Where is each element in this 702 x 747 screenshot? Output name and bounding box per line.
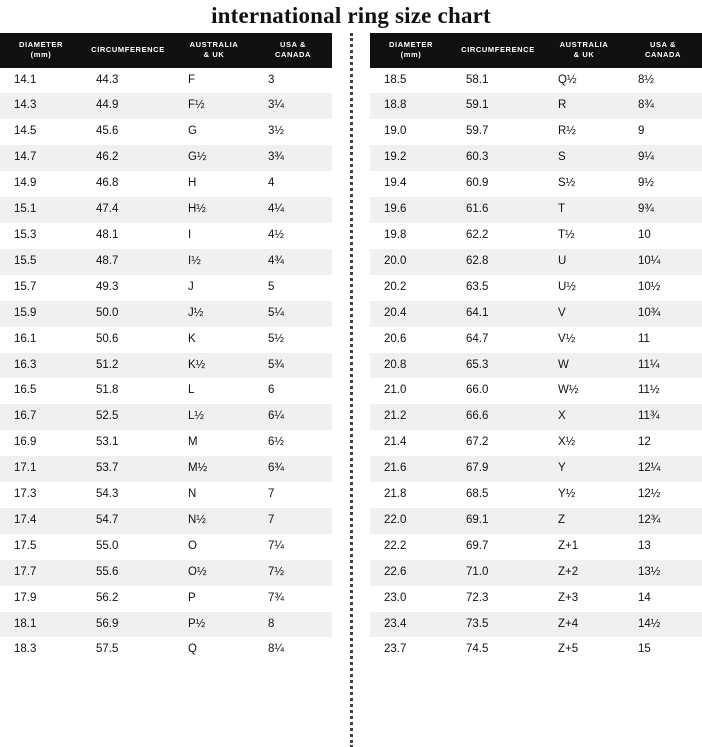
- cell-australia-uk: Y: [544, 456, 624, 482]
- table-header-right: [370, 33, 702, 67]
- cell-australia-uk: Z+2: [544, 560, 624, 586]
- cell-circumference: 44.3: [82, 68, 174, 94]
- header-line1: DIAMETER: [19, 40, 63, 50]
- cell-circumference: 59.1: [452, 93, 544, 119]
- cell-usa-canada: 8½: [624, 68, 702, 94]
- cell-diameter: 22.2: [370, 534, 452, 560]
- table-row: [370, 612, 702, 638]
- cell-australia-uk: L½: [174, 404, 254, 430]
- cell-diameter: 18.1: [0, 612, 82, 638]
- cell-australia-uk: W: [544, 353, 624, 379]
- column-header-diameter: [0, 33, 82, 67]
- table-row: [0, 508, 332, 534]
- cell-circumference: 53.1: [82, 430, 174, 456]
- cell-diameter: 16.1: [0, 327, 82, 353]
- cell-circumference: 57.5: [82, 637, 174, 663]
- cell-usa-canada: 7: [254, 508, 332, 534]
- cell-australia-uk: G½: [174, 145, 254, 171]
- table-row: [370, 586, 702, 612]
- cell-australia-uk: Z+5: [544, 637, 624, 663]
- table-body-left: [0, 68, 332, 664]
- cell-usa-canada: 10¼: [624, 249, 702, 275]
- page-title: international ring size chart: [211, 3, 491, 28]
- header-line2: (mm): [400, 50, 422, 60]
- cell-circumference: 64.7: [452, 327, 544, 353]
- cell-australia-uk: W½: [544, 378, 624, 404]
- cell-diameter: 21.2: [370, 404, 452, 430]
- cell-circumference: 72.3: [452, 586, 544, 612]
- cell-circumference: 60.9: [452, 171, 544, 197]
- header-line2: CANADA: [644, 50, 682, 60]
- cell-australia-uk: S: [544, 145, 624, 171]
- table-row: [0, 482, 332, 508]
- cell-australia-uk: U: [544, 249, 624, 275]
- cell-usa-canada: 10: [624, 223, 702, 249]
- cell-usa-canada: 7½: [254, 560, 332, 586]
- cell-circumference: 63.5: [452, 275, 544, 301]
- cell-usa-canada: 9½: [624, 171, 702, 197]
- table-row: [370, 534, 702, 560]
- cell-usa-canada: 14½: [624, 612, 702, 638]
- cell-australia-uk: S½: [544, 171, 624, 197]
- cell-circumference: 51.2: [82, 353, 174, 379]
- cell-diameter: 14.1: [0, 68, 82, 94]
- column-header-australia-uk: [544, 33, 624, 67]
- cell-diameter: 14.3: [0, 93, 82, 119]
- table-row: [370, 171, 702, 197]
- cell-diameter: 15.3: [0, 223, 82, 249]
- cell-circumference: 44.9: [82, 93, 174, 119]
- cell-diameter: 20.0: [370, 249, 452, 275]
- cell-australia-uk: K½: [174, 353, 254, 379]
- table-row: [370, 508, 702, 534]
- table-row: [0, 456, 332, 482]
- cell-usa-canada: 9: [624, 119, 702, 145]
- cell-circumference: 67.2: [452, 430, 544, 456]
- table-row: [0, 171, 332, 197]
- cell-usa-canada: 3: [254, 68, 332, 94]
- header-line1: AUSTRALIA: [189, 40, 239, 50]
- table-body-right: [370, 68, 702, 664]
- cell-circumference: 51.8: [82, 378, 174, 404]
- cell-diameter: 16.9: [0, 430, 82, 456]
- cell-diameter: 17.7: [0, 560, 82, 586]
- cell-australia-uk: X½: [544, 430, 624, 456]
- cell-circumference: 48.7: [82, 249, 174, 275]
- cell-circumference: 69.7: [452, 534, 544, 560]
- table-row: [370, 249, 702, 275]
- cell-usa-canada: 6¼: [254, 404, 332, 430]
- cell-australia-uk: P: [174, 586, 254, 612]
- cell-diameter: 19.0: [370, 119, 452, 145]
- cell-circumference: 73.5: [452, 612, 544, 638]
- cell-australia-uk: Q: [174, 637, 254, 663]
- table-row: [0, 378, 332, 404]
- cell-circumference: 65.3: [452, 353, 544, 379]
- cell-usa-canada: 11: [624, 327, 702, 353]
- cell-usa-canada: 11½: [624, 378, 702, 404]
- cell-circumference: 56.9: [82, 612, 174, 638]
- cell-diameter: 23.7: [370, 637, 452, 663]
- cell-usa-canada: 8¾: [624, 93, 702, 119]
- column-header-circumference: [452, 33, 544, 67]
- cell-diameter: 18.5: [370, 68, 452, 94]
- cell-australia-uk: Q½: [544, 68, 624, 94]
- cell-australia-uk: X: [544, 404, 624, 430]
- cell-diameter: 21.0: [370, 378, 452, 404]
- header-line1: DIAMETER: [389, 40, 433, 50]
- table-row: [370, 560, 702, 586]
- cell-diameter: 15.9: [0, 301, 82, 327]
- cell-usa-canada: 4¾: [254, 249, 332, 275]
- cell-diameter: 17.3: [0, 482, 82, 508]
- cell-australia-uk: K: [174, 327, 254, 353]
- cell-usa-canada: 8¼: [254, 637, 332, 663]
- table-row: [0, 534, 332, 560]
- cell-circumference: 54.7: [82, 508, 174, 534]
- header-line2: & UK: [203, 50, 225, 60]
- header-line1: CIRCUMFERENCE: [91, 45, 165, 55]
- cell-australia-uk: H: [174, 171, 254, 197]
- cell-usa-canada: 12½: [624, 482, 702, 508]
- cell-circumference: 56.2: [82, 586, 174, 612]
- cell-usa-canada: 3¼: [254, 93, 332, 119]
- cell-circumference: 48.1: [82, 223, 174, 249]
- cell-australia-uk: U½: [544, 275, 624, 301]
- cell-circumference: 66.6: [452, 404, 544, 430]
- table-header-left: [0, 33, 332, 67]
- cell-australia-uk: I: [174, 223, 254, 249]
- cell-diameter: 15.7: [0, 275, 82, 301]
- vertical-dotted-divider: [332, 33, 370, 747]
- cell-usa-canada: 14: [624, 586, 702, 612]
- cell-circumference: 47.4: [82, 197, 174, 223]
- cell-australia-uk: Z+4: [544, 612, 624, 638]
- cell-circumference: 50.6: [82, 327, 174, 353]
- ring-size-table-right: [370, 33, 702, 663]
- tables-container: [0, 33, 702, 747]
- table-row: [370, 68, 702, 94]
- cell-usa-canada: 5¼: [254, 301, 332, 327]
- right-table-wrapper: [370, 33, 702, 663]
- cell-diameter: 23.0: [370, 586, 452, 612]
- cell-diameter: 16.5: [0, 378, 82, 404]
- table-row: [370, 482, 702, 508]
- divider-line: [350, 33, 353, 747]
- cell-australia-uk: L: [174, 378, 254, 404]
- cell-australia-uk: M: [174, 430, 254, 456]
- table-row: [0, 301, 332, 327]
- cell-diameter: 14.9: [0, 171, 82, 197]
- cell-australia-uk: F½: [174, 93, 254, 119]
- table-row: [0, 637, 332, 663]
- table-row: [370, 327, 702, 353]
- cell-circumference: 61.6: [452, 197, 544, 223]
- cell-usa-canada: 6½: [254, 430, 332, 456]
- table-row: [370, 378, 702, 404]
- left-table-wrapper: [0, 33, 332, 663]
- cell-diameter: 17.9: [0, 586, 82, 612]
- header-line2: CANADA: [274, 50, 312, 60]
- header-line2: (mm): [30, 50, 52, 60]
- header-line1: USA &: [279, 40, 307, 50]
- cell-circumference: 74.5: [452, 637, 544, 663]
- cell-circumference: 55.6: [82, 560, 174, 586]
- table-row: [0, 93, 332, 119]
- cell-diameter: 16.7: [0, 404, 82, 430]
- table-row: [370, 93, 702, 119]
- cell-diameter: 18.8: [370, 93, 452, 119]
- table-row: [370, 119, 702, 145]
- cell-diameter: 19.8: [370, 223, 452, 249]
- cell-diameter: 17.5: [0, 534, 82, 560]
- header-line1: CIRCUMFERENCE: [461, 45, 535, 55]
- cell-circumference: 45.6: [82, 119, 174, 145]
- cell-australia-uk: Z+1: [544, 534, 624, 560]
- column-header-usa-canada: [624, 33, 702, 67]
- cell-australia-uk: G: [174, 119, 254, 145]
- cell-usa-canada: 13½: [624, 560, 702, 586]
- cell-circumference: 49.3: [82, 275, 174, 301]
- cell-diameter: 15.1: [0, 197, 82, 223]
- cell-usa-canada: 4¼: [254, 197, 332, 223]
- cell-usa-canada: 5¾: [254, 353, 332, 379]
- cell-australia-uk: F: [174, 68, 254, 94]
- cell-usa-canada: 5: [254, 275, 332, 301]
- cell-circumference: 46.2: [82, 145, 174, 171]
- table-row: [0, 249, 332, 275]
- cell-diameter: 18.3: [0, 637, 82, 663]
- cell-usa-canada: 12: [624, 430, 702, 456]
- column-header-circumference: [82, 33, 174, 67]
- cell-circumference: 59.7: [452, 119, 544, 145]
- table-row: [0, 327, 332, 353]
- cell-circumference: 62.8: [452, 249, 544, 275]
- cell-australia-uk: I½: [174, 249, 254, 275]
- cell-australia-uk: J: [174, 275, 254, 301]
- cell-usa-canada: 9¼: [624, 145, 702, 171]
- table-row: [370, 353, 702, 379]
- cell-australia-uk: Y½: [544, 482, 624, 508]
- cell-circumference: 69.1: [452, 508, 544, 534]
- cell-usa-canada: 6: [254, 378, 332, 404]
- cell-usa-canada: 7: [254, 482, 332, 508]
- cell-diameter: 19.4: [370, 171, 452, 197]
- table-row: [0, 145, 332, 171]
- cell-diameter: 19.6: [370, 197, 452, 223]
- cell-australia-uk: T: [544, 197, 624, 223]
- cell-diameter: 16.3: [0, 353, 82, 379]
- table-row: [0, 612, 332, 638]
- table-row: [370, 637, 702, 663]
- cell-australia-uk: Z+3: [544, 586, 624, 612]
- cell-diameter: 20.6: [370, 327, 452, 353]
- cell-diameter: 23.4: [370, 612, 452, 638]
- table-row: [370, 223, 702, 249]
- ring-size-table-left: [0, 33, 332, 663]
- column-header-diameter: [370, 33, 452, 67]
- cell-circumference: 64.1: [452, 301, 544, 327]
- header-line1: USA &: [649, 40, 677, 50]
- cell-usa-canada: 9¾: [624, 197, 702, 223]
- table-row: [370, 430, 702, 456]
- cell-circumference: 71.0: [452, 560, 544, 586]
- cell-usa-canada: 11¾: [624, 404, 702, 430]
- cell-circumference: 62.2: [452, 223, 544, 249]
- table-row: [0, 586, 332, 612]
- cell-australia-uk: V½: [544, 327, 624, 353]
- cell-australia-uk: P½: [174, 612, 254, 638]
- cell-usa-canada: 12¾: [624, 508, 702, 534]
- cell-usa-canada: 12¼: [624, 456, 702, 482]
- cell-diameter: 21.6: [370, 456, 452, 482]
- header-line2: & UK: [573, 50, 595, 60]
- cell-usa-canada: 6¾: [254, 456, 332, 482]
- cell-diameter: 22.6: [370, 560, 452, 586]
- cell-usa-canada: 4: [254, 171, 332, 197]
- cell-circumference: 58.1: [452, 68, 544, 94]
- cell-diameter: 17.4: [0, 508, 82, 534]
- table-row: [0, 223, 332, 249]
- cell-circumference: 54.3: [82, 482, 174, 508]
- cell-diameter: 17.1: [0, 456, 82, 482]
- cell-circumference: 68.5: [452, 482, 544, 508]
- table-row: [0, 430, 332, 456]
- cell-diameter: 15.5: [0, 249, 82, 275]
- cell-usa-canada: 7¼: [254, 534, 332, 560]
- cell-usa-canada: 8: [254, 612, 332, 638]
- column-header-australia-uk: [174, 33, 254, 67]
- cell-circumference: 52.5: [82, 404, 174, 430]
- cell-australia-uk: Z: [544, 508, 624, 534]
- header-line1: AUSTRALIA: [559, 40, 609, 50]
- table-row: [0, 197, 332, 223]
- cell-usa-canada: 10¾: [624, 301, 702, 327]
- cell-diameter: 21.4: [370, 430, 452, 456]
- cell-usa-canada: 10½: [624, 275, 702, 301]
- table-row: [370, 145, 702, 171]
- cell-australia-uk: N½: [174, 508, 254, 534]
- table-row: [370, 301, 702, 327]
- cell-australia-uk: V: [544, 301, 624, 327]
- cell-australia-uk: O: [174, 534, 254, 560]
- column-header-usa-canada: [254, 33, 332, 67]
- table-row: [0, 275, 332, 301]
- cell-australia-uk: M½: [174, 456, 254, 482]
- cell-diameter: 20.2: [370, 275, 452, 301]
- cell-usa-canada: 4½: [254, 223, 332, 249]
- cell-diameter: 14.5: [0, 119, 82, 145]
- cell-circumference: 55.0: [82, 534, 174, 560]
- cell-circumference: 67.9: [452, 456, 544, 482]
- cell-usa-canada: 13: [624, 534, 702, 560]
- cell-diameter: 20.8: [370, 353, 452, 379]
- cell-usa-canada: 15: [624, 637, 702, 663]
- cell-usa-canada: 7¾: [254, 586, 332, 612]
- cell-australia-uk: O½: [174, 560, 254, 586]
- cell-usa-canada: 11¼: [624, 353, 702, 379]
- header-row: [0, 33, 332, 67]
- cell-circumference: 66.0: [452, 378, 544, 404]
- table-row: [0, 404, 332, 430]
- table-row: [0, 68, 332, 94]
- table-row: [0, 119, 332, 145]
- cell-australia-uk: R: [544, 93, 624, 119]
- cell-diameter: 19.2: [370, 145, 452, 171]
- cell-australia-uk: H½: [174, 197, 254, 223]
- cell-usa-canada: 5½: [254, 327, 332, 353]
- cell-circumference: 46.8: [82, 171, 174, 197]
- cell-diameter: 20.4: [370, 301, 452, 327]
- cell-circumference: 60.3: [452, 145, 544, 171]
- cell-circumference: 50.0: [82, 301, 174, 327]
- cell-australia-uk: N: [174, 482, 254, 508]
- cell-australia-uk: J½: [174, 301, 254, 327]
- table-row: [370, 456, 702, 482]
- table-row: [370, 197, 702, 223]
- table-row: [370, 404, 702, 430]
- table-row: [0, 353, 332, 379]
- table-row: [0, 560, 332, 586]
- cell-diameter: 22.0: [370, 508, 452, 534]
- cell-circumference: 53.7: [82, 456, 174, 482]
- cell-diameter: 14.7: [0, 145, 82, 171]
- cell-usa-canada: 3½: [254, 119, 332, 145]
- cell-diameter: 21.8: [370, 482, 452, 508]
- cell-australia-uk: T½: [544, 223, 624, 249]
- header-row: [370, 33, 702, 67]
- cell-usa-canada: 3¾: [254, 145, 332, 171]
- table-row: [370, 275, 702, 301]
- cell-australia-uk: R½: [544, 119, 624, 145]
